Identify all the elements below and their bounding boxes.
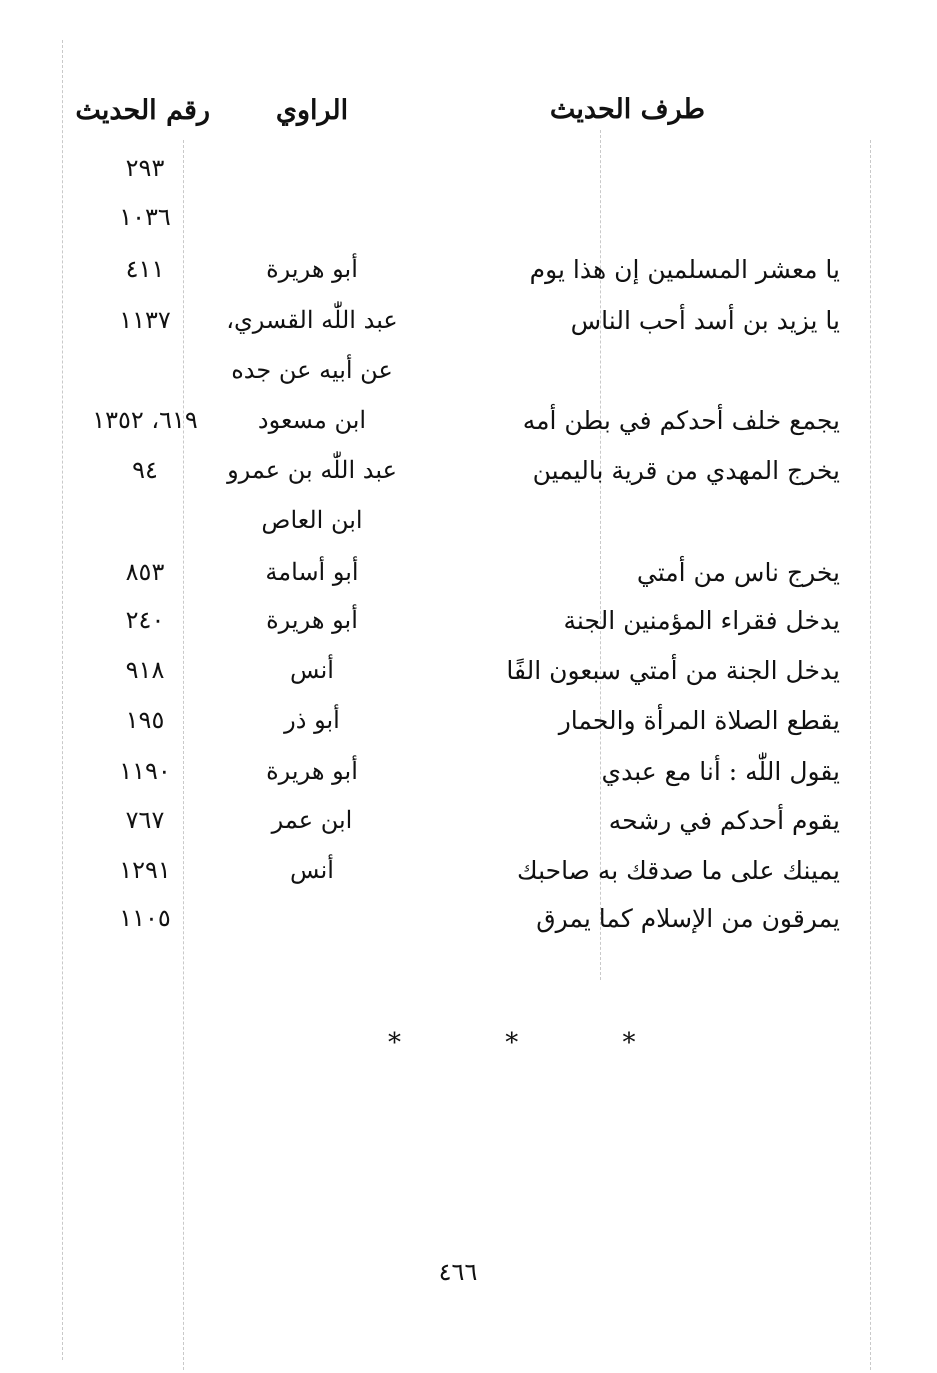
hadith-text: يمرقون من الإسلام كما يمرق: [536, 904, 840, 933]
narrator-name: أبو هريرة: [266, 606, 358, 634]
hadith-text: يقطع الصلاة المرأة والحمار: [558, 706, 840, 735]
scan-artifact-right: [870, 140, 871, 1370]
narrator-name: أبو هريرة: [266, 255, 358, 283]
header-number: رقم الحديث: [75, 95, 210, 126]
narrator-name: عن أبيه عن جده: [231, 356, 393, 384]
header-hadith: طرف الحديث: [549, 94, 705, 125]
hadith-text: يقول اللّٰه : أنا مع عبدي: [601, 757, 840, 786]
narrator-name: أبو أسامة: [265, 558, 359, 586]
header-narrator: الراوي: [275, 95, 349, 126]
hadith-number: ٢٩٣: [125, 154, 165, 182]
narrator-name: أبو ذر: [284, 706, 340, 734]
narrator-name: أنس: [290, 856, 334, 884]
hadith-text: يا معشر المسلمين إن هذا يوم: [529, 255, 840, 284]
hadith-text: يا يزيد بن أسد أحب الناس: [570, 306, 840, 335]
hadith-number: ٨٥٣: [125, 558, 165, 586]
hadith-text: يمينك على ما صدقك به صاحبك: [517, 856, 840, 885]
section-separator: * * *: [388, 1028, 684, 1058]
hadith-number: ٤١١: [125, 255, 165, 283]
page-number: ٤٦٦: [438, 1258, 478, 1286]
hadith-text: يدخل الجنة من أمتي سبعون الفًا: [506, 656, 840, 685]
hadith-text: يجمع خلف أحدكم في بطن أمه: [522, 406, 840, 435]
hadith-number: ١١٠٥: [119, 904, 171, 932]
hadith-number: ٩٤: [132, 456, 158, 484]
hadith-number: ١٩٥: [125, 706, 165, 734]
hadith-text: يدخل فقراء المؤمنين الجنة: [563, 606, 840, 635]
hadith-text: يخرج المهدي من قرية باليمين: [532, 456, 840, 485]
narrator-name: ابن العاص: [261, 506, 363, 534]
narrator-name: ابن عمر: [271, 806, 353, 834]
narrator-name: عبد اللّٰه القسري،: [226, 306, 398, 334]
hadith-text: يخرج ناس من أمتي: [636, 558, 840, 587]
hadith-number: ١١٩٠: [119, 757, 171, 785]
narrator-name: عبد اللّٰه بن عمرو: [227, 456, 397, 484]
narrator-name: أنس: [290, 656, 334, 684]
scan-artifact-left: [62, 40, 63, 1360]
hadith-number: ٦١٩، ١٣٥٢: [92, 406, 198, 434]
hadith-text: يقوم أحدكم في رشحه: [608, 806, 840, 835]
hadith-number: ١١٣٧: [119, 306, 171, 334]
hadith-number: ٩١٨: [125, 656, 165, 684]
hadith-number: ١٠٣٦: [119, 203, 171, 231]
narrator-name: ابن مسعود: [257, 406, 367, 434]
hadith-number: ٢٤٠: [125, 606, 165, 634]
hadith-number: ٧٦٧: [125, 806, 165, 834]
hadith-number: ١٢٩١: [119, 856, 171, 884]
narrator-name: أبو هريرة: [266, 757, 358, 785]
